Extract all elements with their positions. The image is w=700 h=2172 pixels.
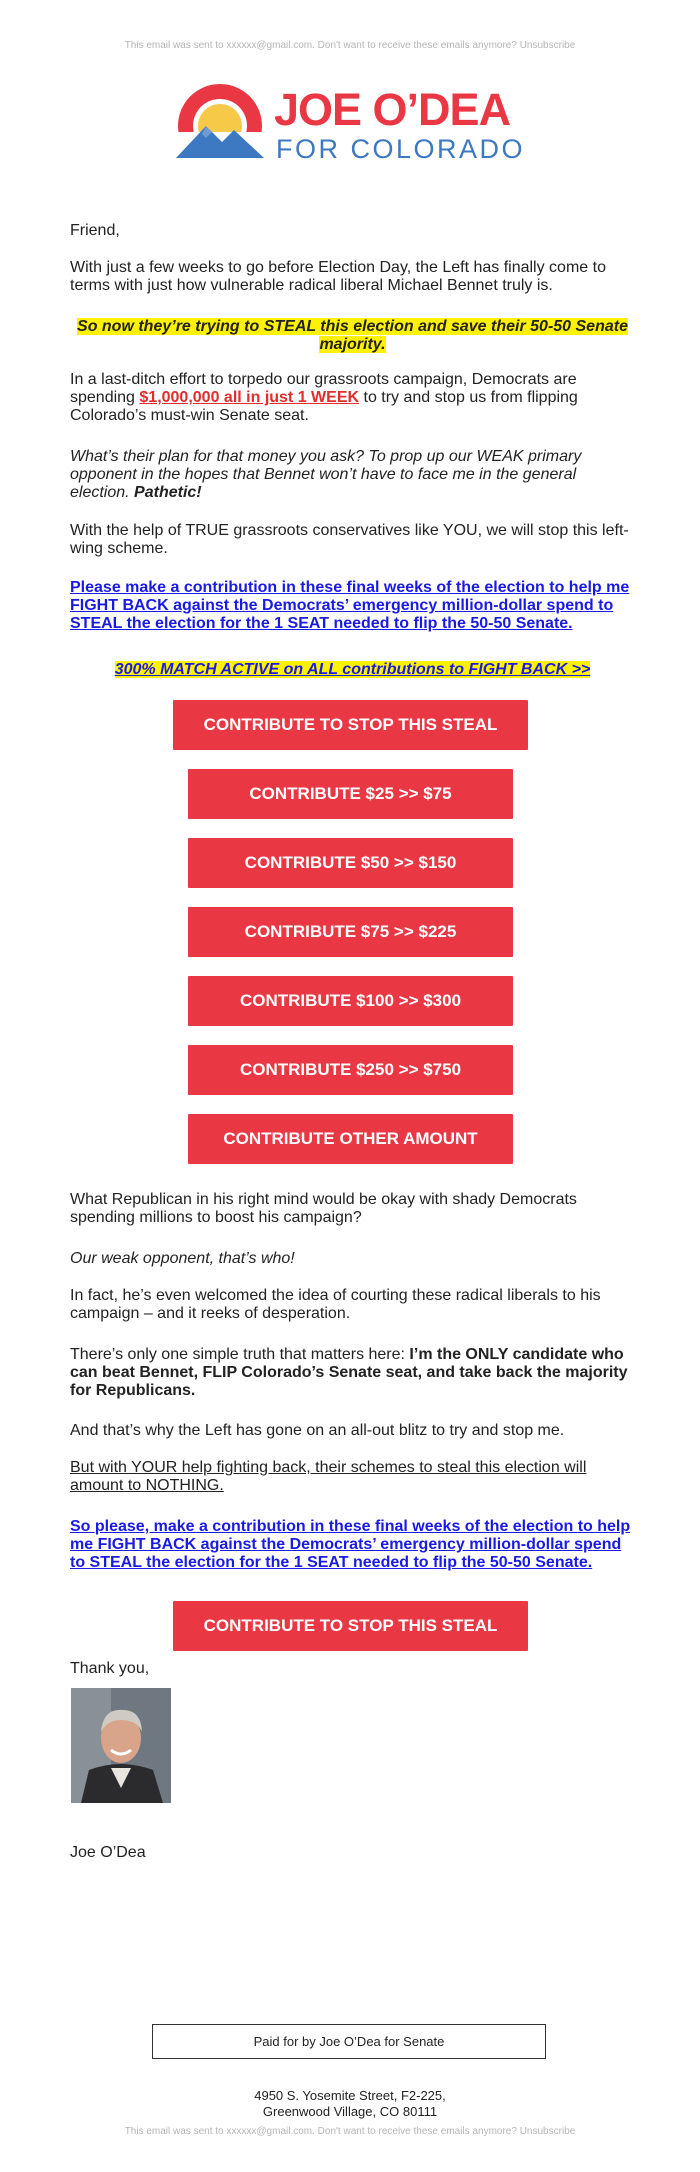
bottom-notice-suffix: . Don't want to receive these emails anymore? <box>312 2126 520 2137</box>
contribute-50-button[interactable]: CONTRIBUTE $50 >> $150 <box>188 838 513 888</box>
paragraph-republican: What Republican in his right mind would be okay with shady Democrats spending millions to boost his campaign? <box>70 1191 577 1226</box>
paragraph-contribute-link-2 <box>70 1518 635 1572</box>
candidate-portrait-icon <box>71 1688 171 1803</box>
contribute-25-button[interactable]: CONTRIBUTE $25 >> $75 <box>188 769 513 819</box>
top-notice <box>0 40 700 51</box>
paragraph-desperation: In fact, he’s even welcomed the idea of courting these radical liberals to his campaign – and it reeks of desperation. <box>70 1287 601 1322</box>
truth-bold-text: I’m the ONLY candidate who can beat Bennet, FLIP Colorado’s Senate seat, and take back the majority for Republicans. <box>70 1346 628 1399</box>
footer-address-line-1: 4950 S. Yosemite Street, F2-225, <box>254 2088 446 2103</box>
paid-for-text: Paid for by Joe O’Dea for Senate <box>253 2034 445 2049</box>
plan-bold-text: Pathetic! <box>134 484 202 501</box>
contribute-75-button[interactable]: CONTRIBUTE $75 >> $225 <box>188 907 513 957</box>
footer-address-line-2: Greenwood Village, CO 80111 <box>262 2104 438 2119</box>
truth-text: There’s only one simple truth that matters here: <box>70 1346 410 1363</box>
greeting: Friend, <box>70 222 120 239</box>
candidate-photo <box>71 1688 171 1803</box>
signature-name: Joe O’Dea <box>70 1844 146 1861</box>
paragraph-spending <box>70 371 635 425</box>
stop-steal-button[interactable]: CONTRIBUTE TO STOP THIS STEAL <box>173 700 528 750</box>
sunrise-mountain-icon <box>172 82 268 168</box>
highlight-text: So now they’re trying to STEAL this election and save their 50-50 Senate majority. <box>77 318 628 353</box>
match-paragraph <box>70 661 635 679</box>
bottom-unsubscribe-link[interactable]: Unsubscribe <box>519 2126 576 2137</box>
logo-title: JOE O’DEA <box>274 84 511 135</box>
paragraph-weak-opponent: Our weak opponent, that’s who! <box>70 1250 295 1267</box>
campaign-logo <box>172 82 532 168</box>
contribute-250-button[interactable]: CONTRIBUTE $250 >> $750 <box>188 1045 513 1095</box>
paragraph-plan <box>70 448 635 502</box>
highlight-paragraph <box>70 318 635 354</box>
recipient-email: xxxxxx@gmail.com <box>226 40 313 51</box>
contribute-link-2[interactable]: So please, make a contribution in these final weeks of the election to help me FIGHT BACK against the Democrats’ emergency million-dollar spend to STEAL the election for the 1 SEAT needed to flip the 50-50 Senate. <box>70 1518 631 1571</box>
contribute-other-button[interactable]: CONTRIBUTE OTHER AMOUNT <box>188 1114 513 1164</box>
bottom-notice <box>0 2126 700 2137</box>
paragraph-contribute-link <box>70 579 635 633</box>
spending-amount-link[interactable]: $1,000,000 all in just 1 WEEK <box>139 389 360 406</box>
paragraph-grassroots: With the help of TRUE grassroots conservatives like YOU, we will stop this left-wing scheme. <box>70 522 629 557</box>
paragraph-truth <box>70 1346 635 1400</box>
thanks-text: Thank you, <box>70 1660 150 1677</box>
contribute-link-1[interactable]: Please make a contribution in these final weeks of the election to help me FIGHT BACK against the Democrats’ emergency million-dollar spend to STEAL the election for the 1 SEAT needed to flip the 50-50 Senate. <box>70 579 630 632</box>
contribute-100-button[interactable]: CONTRIBUTE $100 >> $300 <box>188 976 513 1026</box>
unsubscribe-link[interactable]: Unsubscribe <box>519 40 576 51</box>
bottom-recipient-email: xxxxxx@gmail.com <box>226 2126 313 2137</box>
notice-prefix: This email was sent to <box>124 40 227 51</box>
match-active-link[interactable]: 300% MATCH ACTIVE on ALL contributions to FIGHT BACK >> <box>114 661 591 678</box>
notice-suffix: . Don't want to receive these emails anymore? <box>312 40 520 51</box>
logo-subtitle: FOR COLORADO <box>276 134 526 164</box>
spending-text-after: to try and stop us from flipping Colorado’s must-win Senate seat. <box>70 389 578 424</box>
plan-text: What’s their plan for that money you ask? To prop up our WEAK primary opponent in the hopes that Bennet won’t have to face me in the general election. <box>70 448 582 501</box>
paragraph-intro: With just a few weeks to go before Election Day, the Left has finally come to terms with just how vulnerable radical liberal Michael Bennet truly is. <box>70 259 606 294</box>
paragraph-nothing: But with YOUR help fighting back, their schemes to steal this election will amount to NOTHING. <box>70 1459 587 1494</box>
paid-for-box <box>152 2024 546 2059</box>
paragraph-blitz: And that’s why the Left has gone on an all-out blitz to try and stop me. <box>70 1422 565 1439</box>
bottom-notice-prefix: This email was sent to <box>124 2126 227 2137</box>
stop-steal-button-2[interactable]: CONTRIBUTE TO STOP THIS STEAL <box>173 1601 528 1651</box>
spending-text-before: In a last-ditch effort to torpedo our grassroots campaign, Democrats are spending <box>70 371 577 406</box>
